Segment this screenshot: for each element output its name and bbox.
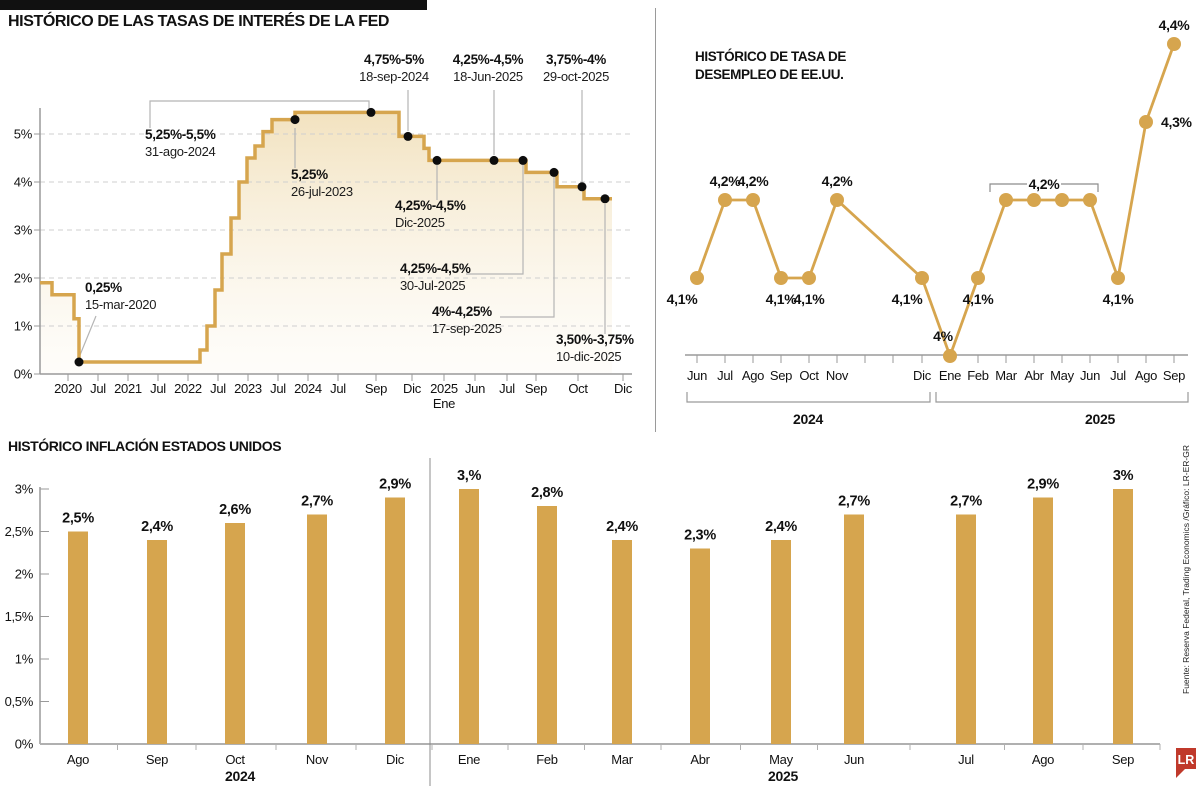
bar-value-label: 2,9%: [1027, 476, 1059, 493]
event-dot: [367, 108, 376, 117]
point-value-label: 4,2%: [709, 173, 741, 189]
inflation-bar: [771, 540, 791, 744]
year-label: 2025: [768, 768, 798, 784]
bar-value-label: 2,6%: [219, 502, 251, 518]
bar-value-label: 2,8%: [531, 485, 563, 501]
inflation-bar: [147, 540, 167, 744]
annotation-date: 15-mar-2020: [85, 297, 157, 312]
month-label: Jun: [686, 368, 708, 383]
annotation-value: 4,25%-4,5%: [400, 261, 471, 276]
bar-value-label: 2,7%: [838, 493, 870, 510]
month-label: Nov: [825, 368, 849, 383]
lr-logo: [1174, 747, 1198, 779]
month-label: Abr: [690, 752, 710, 767]
y-tick-label: 0,5%: [4, 694, 33, 709]
inflation-bar: [956, 515, 976, 745]
point-value-label: 4,4%: [1158, 17, 1190, 33]
x-tick-label: Sep: [364, 381, 388, 396]
annotation-date: Dic-2025: [395, 215, 445, 230]
month-label: Oct: [225, 752, 245, 767]
bar-value-label: 2,4%: [606, 519, 638, 535]
point-value-label: 4,1%: [666, 291, 698, 307]
data-point-marker: [690, 271, 704, 285]
y-tick-label: 2%: [14, 566, 33, 582]
month-label: Jun: [1079, 368, 1101, 383]
month-label: Jul: [958, 752, 974, 767]
data-point-marker: [1139, 115, 1153, 129]
y-tick-label: 3%: [13, 222, 32, 238]
event-dot: [519, 156, 528, 165]
y-tick-label: 1,5%: [4, 609, 33, 624]
y-tick-label: 5%: [13, 126, 32, 142]
annotation-date: 18-sep-2024: [359, 69, 429, 84]
data-point-marker: [802, 271, 816, 285]
point-value-label: 4,3%: [1161, 114, 1192, 130]
inflation-bar: [690, 549, 710, 745]
inflation-bar: [1033, 498, 1053, 745]
annotation-value: 5,25%-5,5%: [145, 127, 216, 142]
x-tick-label: Oct: [568, 381, 588, 396]
inflation-bar: [844, 515, 864, 745]
x-tick-label: Jul: [270, 381, 286, 396]
data-point-marker: [999, 193, 1013, 207]
inflation-bar: [385, 498, 405, 745]
event-dot: [433, 156, 442, 165]
month-label: Mar: [611, 752, 633, 767]
year-label: 2025: [1085, 411, 1115, 427]
inflation-bar: [612, 540, 632, 744]
data-point-marker: [1083, 193, 1097, 207]
annotation-value: 0,25%: [85, 280, 122, 295]
y-tick-label: 1%: [14, 651, 33, 667]
annotation-date: 29-oct-2025: [542, 69, 610, 84]
x-tick-label: 2021: [114, 381, 142, 396]
x-tick-label: 2020: [54, 381, 82, 396]
month-label: Ago: [741, 368, 765, 383]
month-label: Ago: [1031, 752, 1055, 767]
lr-logo-letters: LR: [1177, 753, 1195, 767]
y-tick-label: 2%: [13, 270, 32, 286]
month-label: Oct: [799, 368, 819, 383]
x-tick-label: 2022: [174, 381, 202, 396]
unemployment-chart: [650, 0, 1200, 432]
annotation-date: 31-ago-2024: [145, 144, 216, 159]
month-label: Sep: [1111, 752, 1135, 767]
data-point-marker: [971, 271, 985, 285]
month-label: Jul: [1110, 368, 1126, 383]
rate-area-fill: [40, 112, 612, 374]
bar-value-label: 2,4%: [141, 519, 173, 535]
event-dot: [404, 132, 413, 141]
point-value-label: 4,1%: [1102, 291, 1134, 307]
point-value-label: 4%: [933, 328, 953, 344]
bar-value-label: 2,7%: [301, 493, 333, 510]
month-label: May: [769, 752, 793, 767]
fed-chart-title: HISTÓRICO DE LAS TASAS DE INTERÉS DE LA FED: [8, 13, 390, 30]
x-tick-label: 2024: [294, 381, 322, 396]
point-value-label: 4,2%: [737, 173, 769, 189]
event-dot: [490, 156, 499, 165]
data-point-marker: [830, 193, 844, 207]
data-point-marker: [718, 193, 732, 207]
y-tick-label: 0%: [13, 366, 32, 382]
year-bracket: [687, 392, 930, 402]
month-label: Sep: [1162, 368, 1186, 383]
inflation-chart-title: HISTÓRICO INFLACIÓN ESTADOS UNIDOS: [8, 438, 282, 454]
lr-logo-graphic: [1174, 747, 1198, 779]
y-tick-label: 4%: [13, 174, 32, 190]
unemployment-line: [697, 44, 1174, 356]
x-tick-label2: Ene: [432, 396, 456, 411]
point-value-label: 4,2%: [821, 173, 853, 189]
bar-value-label: 3,%: [456, 468, 482, 484]
y-tick-label: 0%: [14, 736, 33, 752]
data-point-marker: [1111, 271, 1125, 285]
month-label: Ene: [938, 368, 962, 383]
annotation-value: 4%-4,25%: [432, 304, 492, 319]
x-tick-label: Sep: [524, 381, 548, 396]
point-value-label: 4,1%: [793, 291, 825, 307]
annotation-date: 10-dic-2025: [556, 349, 622, 364]
event-dot: [550, 168, 559, 177]
inflation-bar: [225, 523, 245, 744]
month-label: Ago: [1134, 368, 1158, 383]
point-value-label: 4,1%: [765, 291, 797, 307]
y-tick-label: 3%: [14, 481, 33, 497]
annotation-value: 4,25%-4,5%: [452, 52, 524, 67]
annotation-pointer: [80, 316, 96, 355]
bar-value-label: 2,5%: [62, 510, 94, 527]
unemployment-title-line1: HISTÓRICO DE TASA DE: [695, 49, 847, 64]
year-label: 2024: [793, 411, 823, 427]
annotation-value: 5,25%: [291, 167, 328, 182]
data-point-marker: [1027, 193, 1041, 207]
y-tick-label: 1%: [13, 318, 32, 334]
inflation-bar: [459, 489, 479, 744]
month-label: Feb: [536, 752, 558, 767]
month-label: Mar: [995, 368, 1017, 383]
annotation-value: 3,50%-3,75%: [556, 332, 634, 347]
month-label: Jul: [717, 368, 733, 383]
bar-value-label: 2,3%: [684, 527, 716, 544]
x-tick-label: Jul: [90, 381, 106, 396]
annotation-value: 4,75%-5%: [364, 52, 424, 67]
x-tick-label: Jun: [464, 381, 486, 396]
source-credit: Fuente: Reserva Federal, Trading Economics /Gráfico: LR-ER-GR: [1181, 445, 1191, 694]
x-tick-label: 2023: [234, 381, 262, 396]
annotation-date: 26-jul-2023: [291, 184, 353, 199]
month-label: Ago: [66, 752, 90, 767]
month-label: May: [1050, 368, 1074, 383]
year-bracket: [936, 392, 1188, 402]
range-bracket-label: 4,2%: [1028, 176, 1060, 192]
x-tick-label: Jul: [499, 381, 515, 396]
data-point-marker: [746, 193, 760, 207]
month-label: Feb: [967, 368, 989, 383]
bar-value-label: 3%: [1112, 468, 1134, 484]
bar-value-label: 2,7%: [950, 493, 982, 510]
inflation-bar: [1113, 489, 1133, 744]
data-point-marker: [1055, 193, 1069, 207]
range-bracket: [990, 184, 1027, 192]
event-dot: [601, 194, 610, 203]
data-point-marker: [915, 271, 929, 285]
year-label: 2024: [225, 768, 255, 784]
x-tick-label: 2025: [430, 381, 458, 396]
x-tick-label: Dic: [614, 381, 632, 396]
point-value-label: 4,1%: [891, 291, 923, 307]
month-label: Nov: [305, 752, 329, 767]
fed-rates-chart: [0, 0, 660, 432]
y-tick-label: 2,5%: [4, 524, 33, 539]
inflation-bar: [307, 515, 327, 745]
event-dot: [578, 182, 587, 191]
month-label: Sep: [145, 752, 169, 767]
month-label: Dic: [386, 752, 404, 767]
month-label: Jun: [843, 752, 865, 767]
unemployment-title-line2: DESEMPLEO DE EE.UU.: [695, 67, 844, 82]
inflation-bar: [68, 532, 88, 745]
x-tick-label: Dic: [403, 381, 421, 396]
annotation-date: 30-Jul-2025: [400, 278, 466, 293]
annotation-date: 17-sep-2025: [432, 321, 502, 336]
inflation-bar: [537, 506, 557, 744]
month-label: Dic: [913, 368, 931, 383]
x-tick-label: Jul: [210, 381, 226, 396]
data-point-marker: [943, 349, 957, 363]
bar-value-label: 2,9%: [379, 476, 411, 493]
annotation-value: 4,25%-4,5%: [395, 198, 466, 213]
data-point-marker: [1167, 37, 1181, 51]
annotation-date: 18-Jun-2025: [453, 69, 523, 84]
x-tick-label: Jul: [330, 381, 346, 396]
bar-value-label: 2,4%: [765, 519, 797, 535]
point-value-label: 4,1%: [962, 291, 994, 307]
event-dot: [291, 115, 300, 124]
annotation-value: 3,75%-4%: [546, 52, 606, 67]
inflation-chart: [0, 432, 1200, 789]
month-label: Ene: [457, 752, 481, 767]
data-point-marker: [774, 271, 788, 285]
event-dot: [75, 358, 84, 367]
range-bracket: [1061, 184, 1098, 192]
month-label: Abr: [1024, 368, 1044, 383]
month-label: Sep: [769, 368, 793, 383]
x-tick-label: Jul: [150, 381, 166, 396]
